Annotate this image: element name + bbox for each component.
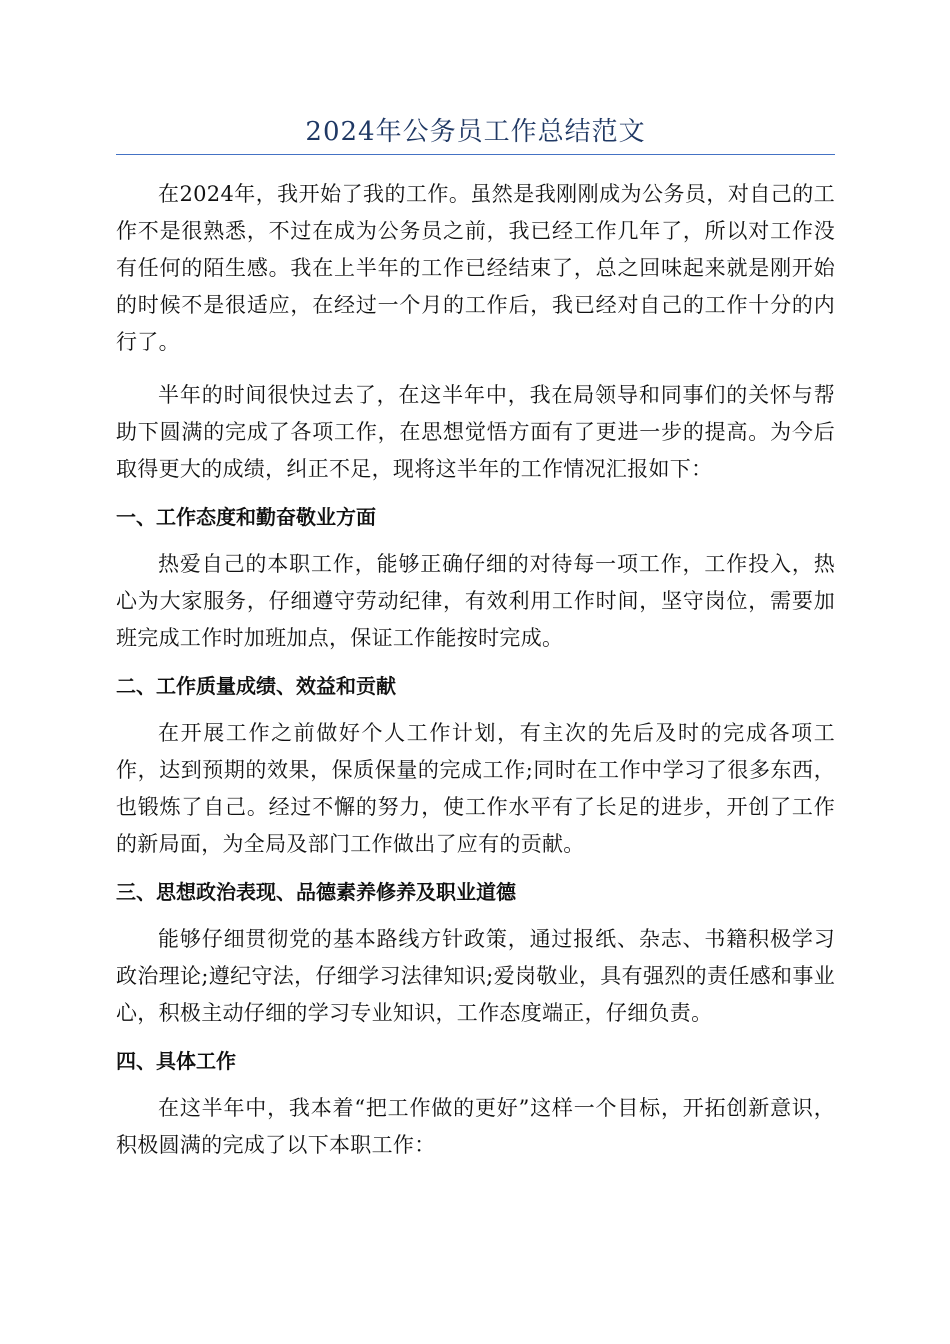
document-title: 2024年公务员工作总结范文 [305,117,646,147]
intro-paragraph-1: 在2024年，我开始了我的工作。虽然是我刚刚成为公务员，对自己的工作不是很熟悉，不过在成为公务员之前，我已经工作几年了，所以对工作没有任何的陌生感。我在上半年的工作已经结束了，总之回味起来就是刚开始的时候不是很适应，在经过一个月的工作后，我已经对自己的工作十分的内行了。 [116,182,835,354]
section-heading-4: 四、具体工作 [116,1049,236,1073]
section-body-1: 热爱自己的本职工作，能够正确仔细的对待每一项工作，工作投入，热心为大家服务，仔细遵守劳动纪律，有效利用工作时间，坚守岗位，需要加班完成工作时加班加点，保证工作能按时完成。 [116,552,835,650]
section-body-2: 在开展工作之前做好个人工作计划，有主次的先后及时的完成各项工作，达到预期的效果，保质保量的完成工作;同时在工作中学习了很多东西，也锻炼了自己。经过不懈的努力，使工作水平有了长足的进步，开创了工作的新局面，为全局及部门工作做出了应有的贡献。 [116,721,835,856]
section-body-3: 能够仔细贯彻党的基本路线方针政策，通过报纸、杂志、书籍积极学习政治理论;遵纪守法，仔细学习法律知识;爱岗敬业，具有强烈的责任感和事业心，积极主动仔细的学习专业知识，工作态度端正，仔细负责。 [116,927,835,1025]
section-heading-1: 一、工作态度和勤奋敬业方面 [116,505,376,529]
title-underline [116,154,835,155]
document-body [116,176,835,1164]
section-heading-3: 三、思想政治表现、品德素养修养及职业道德 [116,880,516,904]
section-body-4: 在这半年中，我本着“把工作做的更好”这样一个目标，开拓创新意识，积极圆满的完成了以下本职工作： [116,1096,835,1157]
intro-paragraph-2: 半年的时间很快过去了，在这半年中，我在局领导和同事们的关怀与帮助下圆满的完成了各项工作，在思想觉悟方面有了更进一步的提高。为今后取得更大的成绩，纠正不足，现将这半年的工作情况汇报如下： [116,383,835,481]
section-heading-2: 二、工作质量成绩、效益和贡献 [116,674,396,698]
